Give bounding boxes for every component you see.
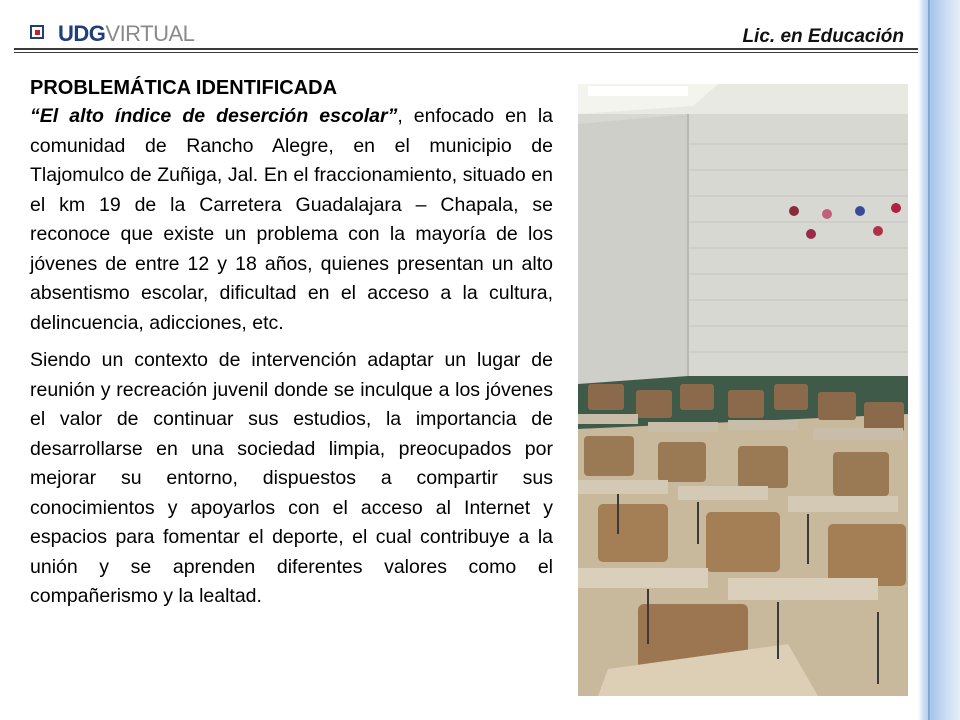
slide-body bbox=[30, 74, 553, 612]
slide-header bbox=[0, 0, 918, 54]
right-decorative-rail bbox=[918, 0, 960, 720]
rail-divider bbox=[928, 0, 930, 720]
header-rule-thin bbox=[14, 52, 918, 53]
paragraph-problem-text: , enfocado en la comunidad de Rancho Alegre, en el municipio de Tlajomulco de Zuñiga, Jal. En el fraccionamiento, situado en el km 19 de la Carretera Guadalajara – Chapala, se reconoce que existe un problema con la mayoría de los jóvenes de entre 12 y 18 años, quienes presentan un alto absentismo escolar, dificultad en el acceso a la cultura, delincuencia, adicciones, etc. bbox=[30, 105, 554, 334]
paragraph-problem bbox=[30, 102, 553, 338]
paragraph-intervention: Siendo un contexto de intervención adaptar un lugar de reunión y recreación juvenil donde se inculque a los jóvenes el valor de continuar sus estudios, la importancia de desarrollarse en una sociedad limpia, preocupados por mejorar su entorno, dispuestos a compartir sus conocimientos y apoyarlos con el acceso al Internet y espacios para fomentar el deporte, el cual contribuye a la unión y se aprenden diferentes valores como el compañerismo y la lealtad. bbox=[30, 349, 553, 607]
classroom-photo bbox=[578, 84, 908, 696]
udg-virtual-logo bbox=[30, 20, 194, 48]
udg-logo-icon bbox=[30, 25, 48, 43]
logo-virtual-text: VIRTUAL bbox=[105, 21, 195, 46]
program-name: Lic. en Educación bbox=[742, 26, 904, 47]
logo-udg-text: UDG bbox=[58, 21, 106, 46]
header-rule bbox=[14, 48, 918, 50]
section-title: PROBLEMÁTICA IDENTIFICADA bbox=[30, 77, 338, 99]
problem-quote: “El alto índice de deserción escolar” bbox=[30, 105, 398, 127]
